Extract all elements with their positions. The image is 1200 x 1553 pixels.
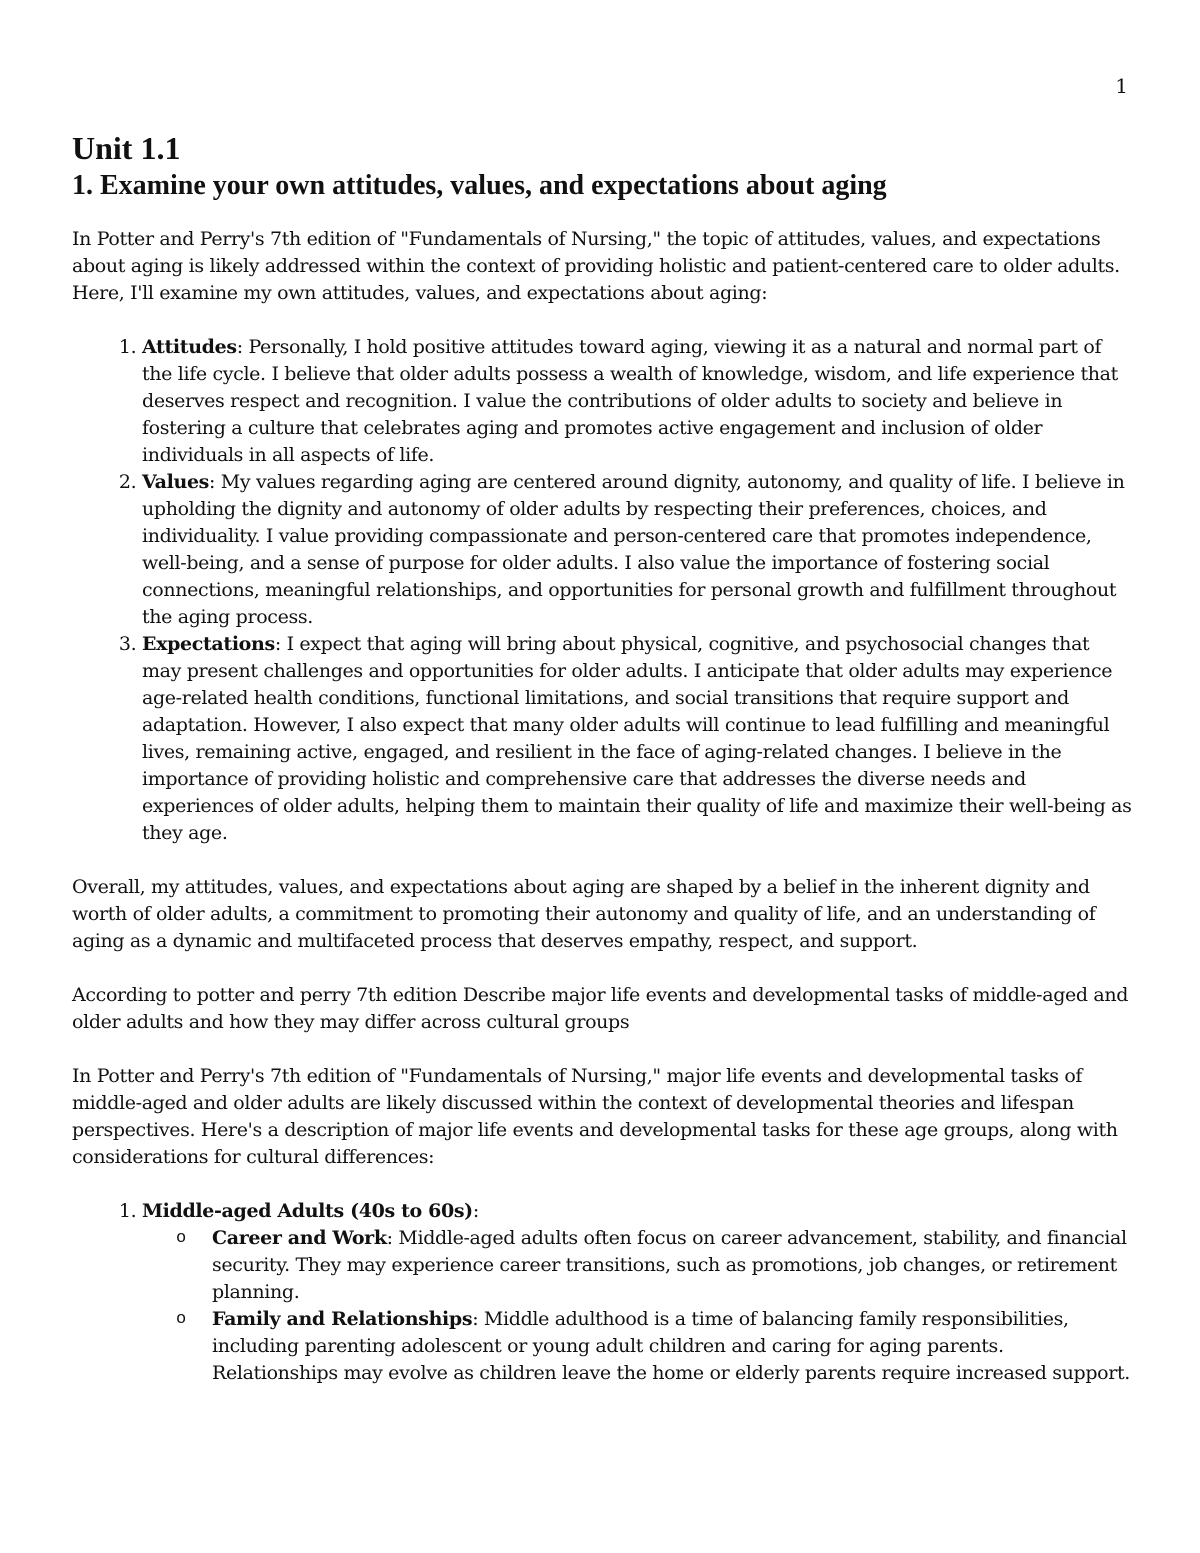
overall-paragraph: Overall, my attitudes, values, and expectations about aging are shaped by a belief in the inherent dignity and worth of older adults, a commitment to promoting their autonomy and quality of life, and an understanding of aging as a dynamic and multifaceted process that deserves empathy, respect, and support. bbox=[72, 876, 1096, 952]
document-body bbox=[72, 128, 1132, 1414]
list-item-term: Expectations bbox=[142, 633, 275, 655]
attitudes-values-list bbox=[72, 334, 1132, 847]
unit-title: Unit 1.1 bbox=[72, 130, 181, 166]
list-item-term: Attitudes bbox=[142, 336, 237, 358]
sub-item-term: Family and Relationships bbox=[212, 1308, 473, 1330]
sub-item-career bbox=[212, 1225, 1132, 1306]
list-item-text: : Personally, I hold positive attitudes toward aging, viewing it as a natural and normal part of the life cycle. I believe that older adults possess a wealth of knowledge, wisdom, and life experience that deserves respect and recognition. I value the contributions of older adults to society and believe in fostering a culture that celebrates aging and promotes active engagement and inclusion of older individuals in all aspects of life. bbox=[142, 336, 1118, 466]
intro-paragraph: In Potter and Perry's 7th edition of "Fundamentals of Nursing," the topic of attitudes, values, and expectations about aging is likely addressed within the context of providing holistic and patient-centered care to older adults. Here, I'll examine my own attitudes, values, and expectations about aging: bbox=[72, 228, 1120, 304]
life-events-list bbox=[72, 1198, 1132, 1387]
sub-item-family bbox=[212, 1306, 1132, 1387]
list-item-attitudes bbox=[142, 334, 1132, 469]
list-item-values bbox=[142, 469, 1132, 631]
list-item-text: : I expect that aging will bring about physical, cognitive, and psychosocial changes that may present challenges and opportunities for older adults. I anticipate that older adults may experience age-related health conditions, functional limitations, and social transitions that require support and adaptation. However, I also expect that many older adults will continue to lead fulfilling and meaningful lives, remaining active, engaged, and resilient in the face of aging-related changes. I believe in the importance of providing holistic and comprehensive care that addresses the diverse needs and experiences of older adults, helping them to maintain their quality of life and maximize their well-being as they age. bbox=[142, 633, 1132, 844]
section-title: 1. Examine your own attitudes, values, and expectations about aging bbox=[72, 170, 887, 201]
list-item-text: : bbox=[472, 1200, 479, 1222]
list-item-expectations bbox=[142, 631, 1132, 847]
list-item-text: : My values regarding aging are centered around dignity, autonomy, and quality of life. I believe in upholding the dignity and autonomy of older adults by respecting their preferences, choices, and individuality. I value providing compassionate and person-centered care that promotes independence, well-being, and a sense of purpose for older adults. I also value the importance of fostering social connections, meaningful relationships, and opportunities for personal growth and fulfillment throughout the aging process. bbox=[142, 471, 1125, 628]
question-paragraph: According to potter and perry 7th edition Describe major life events and developmental tasks of middle-aged and older adults and how they may differ across cultural groups bbox=[72, 984, 1129, 1033]
intro2-paragraph: In Potter and Perry's 7th edition of "Fundamentals of Nursing," major life events and developmental tasks of middle-aged and older adults are likely discussed within the context of developmental theories and lifespan perspectives. Here's a description of major life events and developmental tasks for these age groups, along with considerations for cultural differences: bbox=[72, 1065, 1118, 1168]
sub-item-text: : Middle adulthood is a time of balancing family responsibilities, including parenting adolescent or young adult children and caring for aging parents. Relationships may evolve as children leave the home or elderly parents require increased support. bbox=[212, 1308, 1130, 1384]
sub-item-term: Career and Work bbox=[212, 1227, 387, 1249]
list-item-term: Middle-aged Adults (40s to 60s) bbox=[142, 1200, 473, 1222]
list-item-middle-aged bbox=[142, 1198, 1132, 1387]
sub-item-text: : Middle-aged adults often focus on career advancement, stability, and financial security. They may experience career transitions, such as promotions, job changes, or retirement planning. bbox=[212, 1227, 1127, 1303]
list-item-term: Values bbox=[142, 471, 210, 493]
page-number: 1 bbox=[1115, 74, 1128, 98]
sub-list bbox=[142, 1225, 1132, 1387]
